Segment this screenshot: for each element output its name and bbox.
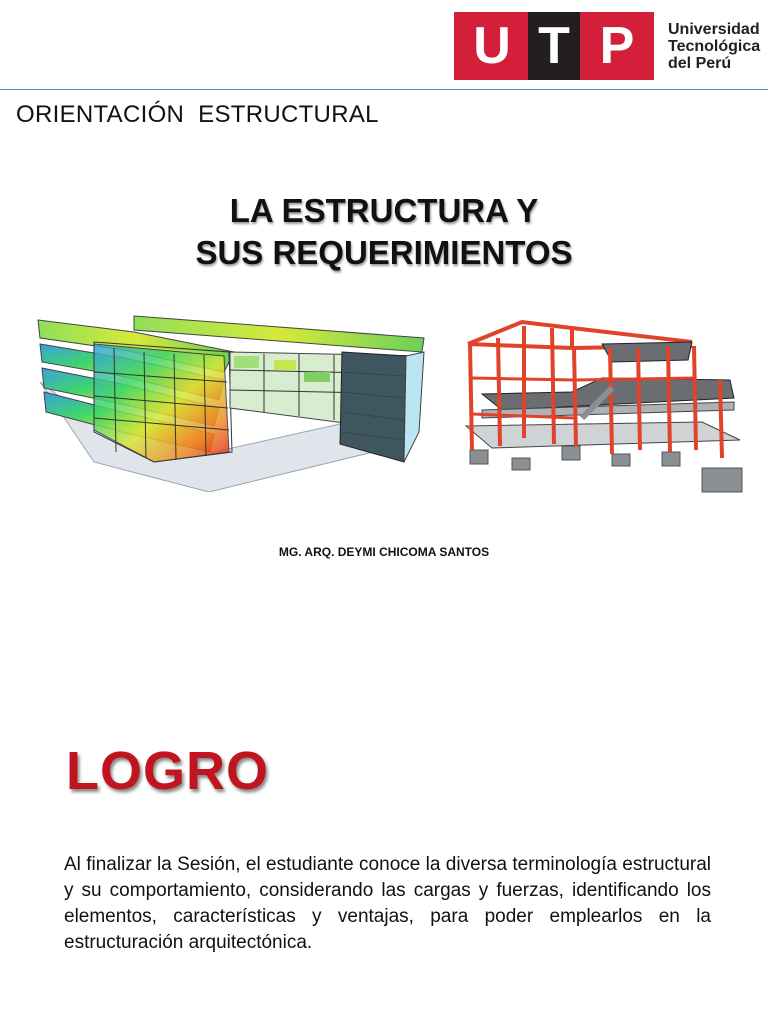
stress-analysis-building-image xyxy=(34,312,428,492)
course-subtitle: ORIENTACIÓN ESTRUCTURAL xyxy=(16,101,379,128)
header-divider xyxy=(0,89,768,90)
logo-letter-t: T xyxy=(538,17,570,75)
steel-frame-structure-image xyxy=(462,318,754,496)
logo-wordmark xyxy=(668,21,760,72)
title-line-1: LA ESTRUCTURA Y xyxy=(229,192,539,229)
slide-title xyxy=(0,190,768,274)
logo-line-2: Tecnológica xyxy=(668,37,761,55)
logro-description: Al finalizar la Sesión, el estudiante conoce la diversa terminología estructural y su comportamiento, considerando las cargas y fuerzas, identificando los elementos, características y ventajas, para poder emplearlos en la estructuración arquitectónica. xyxy=(64,854,711,953)
utp-logo-mark xyxy=(454,12,654,80)
title-line-2: SUS REQUERIMIENTOS xyxy=(195,234,573,271)
author-name: MG. ARQ. DEYMI CHICOMA SANTOS xyxy=(278,545,490,559)
logo-line-3: del Perú xyxy=(668,54,732,72)
logo-line-1: Universidad xyxy=(668,20,760,38)
logo-letter-u: U xyxy=(473,17,511,75)
logo-letter-p: P xyxy=(599,17,635,75)
utp-logo xyxy=(454,12,760,80)
logro-heading: LOGRO xyxy=(66,741,269,801)
